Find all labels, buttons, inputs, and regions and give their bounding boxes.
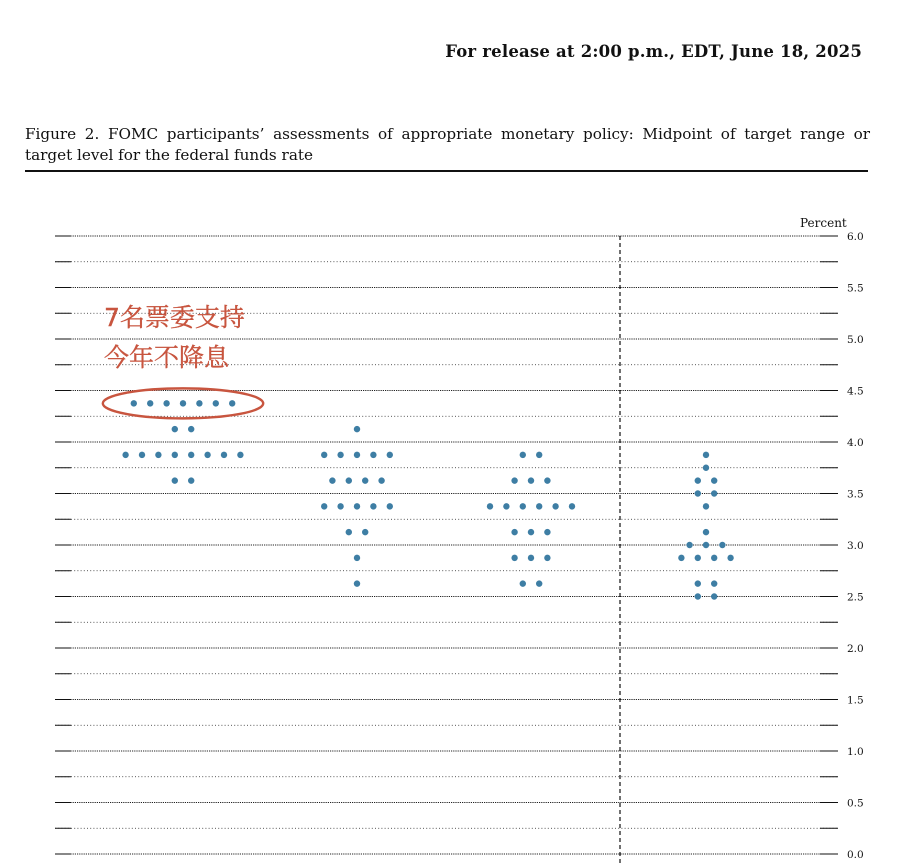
participant-dot bbox=[387, 452, 393, 458]
participant-dot bbox=[155, 452, 161, 458]
participant-dot bbox=[122, 452, 128, 458]
participant-dot bbox=[695, 555, 701, 561]
participant-dot bbox=[711, 477, 717, 483]
participant-dot bbox=[520, 503, 526, 509]
y-tick-label: 1.0 bbox=[847, 746, 864, 758]
participant-dot bbox=[487, 503, 493, 509]
participant-dot bbox=[719, 542, 725, 548]
y-tick-label: 4.5 bbox=[847, 385, 864, 398]
participant-dot bbox=[378, 477, 384, 483]
participant-dot bbox=[321, 503, 327, 509]
participant-dot bbox=[370, 503, 376, 509]
participant-dot bbox=[362, 529, 368, 535]
y-tick-label: 5.0 bbox=[847, 334, 864, 346]
participant-dot bbox=[520, 452, 526, 458]
participant-dot bbox=[221, 452, 227, 458]
participant-dot bbox=[727, 555, 733, 561]
participant-dot bbox=[354, 555, 360, 561]
participant-dot bbox=[711, 490, 717, 496]
participant-dot bbox=[711, 580, 717, 586]
participant-dot bbox=[354, 503, 360, 509]
participant-dot bbox=[569, 503, 575, 509]
participant-dot bbox=[354, 580, 360, 586]
participant-dot bbox=[703, 452, 709, 458]
participant-dot bbox=[511, 477, 517, 483]
participant-dot bbox=[536, 452, 542, 458]
participant-dot bbox=[686, 542, 692, 548]
participant-dot bbox=[147, 400, 153, 406]
participant-dot bbox=[172, 426, 178, 432]
annotation-line-1: 7名票委支持 bbox=[104, 303, 245, 332]
participant-dot bbox=[346, 477, 352, 483]
y-axis-ticks bbox=[847, 231, 864, 861]
participant-dot bbox=[204, 452, 210, 458]
participant-dot bbox=[139, 452, 145, 458]
participant-dot bbox=[196, 400, 202, 406]
participant-dot bbox=[188, 426, 194, 432]
participant-dot bbox=[321, 452, 327, 458]
participant-dot bbox=[172, 477, 178, 483]
participant-dot bbox=[544, 529, 550, 535]
y-tick-label: 1.5 bbox=[847, 694, 864, 707]
annotation-line-2: 今年不降息 bbox=[104, 343, 230, 372]
participant-dot bbox=[172, 452, 178, 458]
participant-dot bbox=[354, 452, 360, 458]
participant-dot bbox=[337, 503, 343, 509]
participant-dot bbox=[536, 580, 542, 586]
y-axis-label: Percent bbox=[800, 216, 847, 230]
participant-dot bbox=[229, 400, 235, 406]
participant-dot bbox=[503, 503, 509, 509]
participant-dot bbox=[703, 529, 709, 535]
participant-dot bbox=[528, 529, 534, 535]
participant-dot bbox=[711, 593, 717, 599]
participant-dot bbox=[678, 555, 684, 561]
participant-dot bbox=[695, 580, 701, 586]
participant-dot bbox=[536, 503, 542, 509]
participant-dot bbox=[528, 555, 534, 561]
participant-dot bbox=[213, 400, 219, 406]
participant-dot bbox=[520, 580, 526, 586]
participant-dot bbox=[528, 477, 534, 483]
participant-dot bbox=[237, 452, 243, 458]
participant-dot bbox=[511, 555, 517, 561]
participant-dot bbox=[163, 400, 169, 406]
participant-dot bbox=[695, 477, 701, 483]
y-tick-label: 2.5 bbox=[847, 591, 864, 604]
participant-dot bbox=[346, 529, 352, 535]
participant-dot bbox=[703, 503, 709, 509]
participant-dot bbox=[188, 452, 194, 458]
y-tick-label: 3.5 bbox=[847, 488, 864, 501]
dots bbox=[122, 400, 733, 600]
participant-dot bbox=[329, 477, 335, 483]
participant-dot bbox=[695, 490, 701, 496]
y-tick-label: 0.5 bbox=[847, 797, 864, 810]
participant-dot bbox=[337, 452, 343, 458]
participant-dot bbox=[544, 477, 550, 483]
participant-dot bbox=[711, 555, 717, 561]
participant-dot bbox=[180, 400, 186, 406]
y-tick-label: 3.0 bbox=[847, 540, 864, 552]
participant-dot bbox=[511, 529, 517, 535]
participant-dot bbox=[131, 400, 137, 406]
y-tick-label: 2.0 bbox=[847, 643, 864, 655]
release-line: For release at 2:00 p.m., EDT, June 18, 2025 bbox=[445, 42, 862, 61]
participant-dot bbox=[370, 452, 376, 458]
participant-dot bbox=[552, 503, 558, 509]
y-tick-label: 6.0 bbox=[847, 231, 864, 243]
participant-dot bbox=[695, 593, 701, 599]
participant-dot bbox=[703, 542, 709, 548]
participant-dot bbox=[354, 426, 360, 432]
participant-dot bbox=[387, 503, 393, 509]
y-tick-label: 5.5 bbox=[847, 282, 864, 295]
y-tick-label: 4.0 bbox=[847, 437, 864, 449]
participant-dot bbox=[362, 477, 368, 483]
participant-dot bbox=[188, 477, 194, 483]
figure-caption: Figure 2. FOMC participants’ assessments of appropriate monetary policy: Midpoint of target range or target level for the federal funds rate bbox=[25, 125, 870, 164]
y-tick-label: 0.0 bbox=[847, 849, 864, 861]
participant-dot bbox=[544, 555, 550, 561]
participant-dot bbox=[703, 465, 709, 471]
